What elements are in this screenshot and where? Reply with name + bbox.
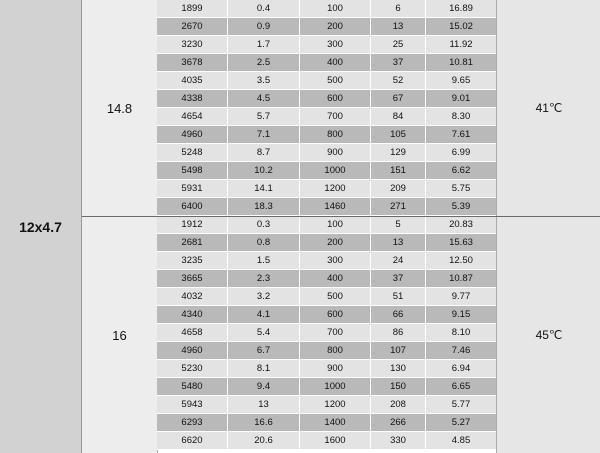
- table-row: [157, 432, 496, 450]
- table-cell: 4032: [157, 288, 228, 305]
- table-cell: 0.9: [228, 18, 300, 35]
- voltage-label: 16: [112, 327, 127, 343]
- group-divider: [82, 216, 600, 217]
- table-cell: 200: [300, 18, 371, 35]
- table-cell: 4960: [157, 342, 228, 359]
- table-cell: 900: [300, 360, 371, 377]
- table-cell: 20.83: [449, 219, 473, 230]
- table-row: [157, 90, 496, 108]
- table-row: [157, 0, 496, 18]
- table-row: [157, 288, 496, 306]
- table-cell: 51: [371, 288, 426, 305]
- table-cell: 2.5: [228, 54, 300, 71]
- table-cell: 151: [371, 162, 426, 179]
- table-cell: 600: [300, 90, 371, 107]
- table-cell: 1.7: [228, 36, 300, 53]
- temperature-label: 45℃: [535, 328, 563, 342]
- table-cell: 16.89: [449, 3, 473, 14]
- table-cell: 7.61: [451, 129, 471, 140]
- table-cell: 13: [371, 234, 426, 251]
- table-cell: 4960: [157, 126, 228, 143]
- table-cell: 330: [371, 432, 426, 449]
- table-row: [157, 396, 496, 414]
- table-cell: 209: [371, 180, 426, 197]
- table-cell: 1000: [300, 162, 371, 179]
- table-cell: 15.63: [449, 237, 473, 248]
- temperature-cell-group-1: [496, 0, 600, 216]
- table-cell: 800: [300, 342, 371, 359]
- data-table: [157, 0, 496, 450]
- table-row: [157, 414, 496, 432]
- table-row: [157, 36, 496, 54]
- table-cell: 1400: [300, 414, 371, 431]
- table-cell: 1200: [300, 180, 371, 197]
- table-cell: 3.5: [228, 72, 300, 89]
- propeller-size-cell: [0, 0, 82, 453]
- table-cell: 6.62: [451, 165, 471, 176]
- table-cell: 11.92: [449, 39, 473, 50]
- temperature-cell-group-2: [496, 217, 600, 453]
- table-cell: 7.1: [228, 126, 300, 143]
- table-cell: 9.65: [451, 75, 471, 86]
- table-cell: 1000: [300, 378, 371, 395]
- voltage-label: 14.8: [106, 100, 133, 116]
- table-cell: 2.3: [228, 270, 300, 287]
- table-cell: 4658: [157, 324, 228, 341]
- table-cell: 3230: [157, 36, 228, 53]
- table-cell: 3235: [157, 252, 228, 269]
- table-cell: 37: [371, 270, 426, 287]
- table-cell: 20.6: [228, 432, 300, 449]
- table-row: [157, 342, 496, 360]
- table-cell: 14.1: [228, 180, 300, 197]
- table-cell: 24: [371, 252, 426, 269]
- table-cell: 266: [371, 414, 426, 431]
- table-cell: 7.46: [451, 345, 471, 356]
- table-cell: 5.75: [451, 183, 471, 194]
- table-cell: 3665: [157, 270, 228, 287]
- table-row: [157, 108, 496, 126]
- table-cell: 6.65: [451, 381, 471, 392]
- table-cell: 5230: [157, 360, 228, 377]
- table-cell: 2681: [157, 234, 228, 251]
- table-cell: 5.39: [451, 201, 471, 212]
- table-cell: 6400: [157, 198, 228, 215]
- table-row: [157, 270, 496, 288]
- table-cell: 10.81: [449, 57, 473, 68]
- table-row: [157, 162, 496, 180]
- table-cell: 5.77: [451, 399, 471, 410]
- table-cell: 37: [371, 54, 426, 71]
- table-cell: 1.5: [228, 252, 300, 269]
- table-cell: 6.94: [451, 363, 471, 374]
- table-cell: 9.4: [228, 378, 300, 395]
- table-cell: 500: [300, 288, 371, 305]
- table-row: [157, 234, 496, 252]
- table-cell: 10.2: [228, 162, 300, 179]
- table-cell: 4.5: [228, 90, 300, 107]
- table-cell: 4340: [157, 306, 228, 323]
- table-cell: 25: [371, 36, 426, 53]
- table-cell: 4.85: [451, 435, 471, 446]
- table-cell: 66: [371, 306, 426, 323]
- table-cell: 5480: [157, 378, 228, 395]
- table-row: [157, 72, 496, 90]
- table-cell: 800: [300, 126, 371, 143]
- table-cell: 10.87: [449, 273, 473, 284]
- table-cell: 400: [300, 54, 371, 71]
- table-cell: 600: [300, 306, 371, 323]
- table-cell: 271: [371, 198, 426, 215]
- table-cell: 6.99: [451, 147, 471, 158]
- table-cell: 6: [371, 0, 426, 17]
- table-cell: 700: [300, 324, 371, 341]
- table-cell: 5: [371, 216, 426, 233]
- table-cell: 52: [371, 72, 426, 89]
- table-cell: 5.7: [228, 108, 300, 125]
- table-cell: 6.7: [228, 342, 300, 359]
- table-row: [157, 126, 496, 144]
- table-row: [157, 360, 496, 378]
- table-cell: 1912: [157, 216, 228, 233]
- table-row: [157, 216, 496, 234]
- table-cell: 500: [300, 72, 371, 89]
- table-cell: 107: [371, 342, 426, 359]
- table-cell: 5931: [157, 180, 228, 197]
- table-row: [157, 54, 496, 72]
- table-cell: 1600: [300, 432, 371, 449]
- table-cell: 400: [300, 270, 371, 287]
- table-cell: 5498: [157, 162, 228, 179]
- table-cell: 13: [228, 396, 300, 413]
- table-cell: 4654: [157, 108, 228, 125]
- table-cell: 16.6: [228, 414, 300, 431]
- table-cell: 0.3: [228, 216, 300, 233]
- table-cell: 5.27: [451, 417, 471, 428]
- table-cell: 3.2: [228, 288, 300, 305]
- table-cell: 300: [300, 36, 371, 53]
- table-row: [157, 198, 496, 216]
- table-cell: 300: [300, 252, 371, 269]
- table-row: [157, 378, 496, 396]
- table-cell: 5943: [157, 396, 228, 413]
- table-cell: 86: [371, 324, 426, 341]
- table-cell: 100: [300, 216, 371, 233]
- table-cell: 130: [371, 360, 426, 377]
- table-cell: 18.3: [228, 198, 300, 215]
- table-cell: 13: [371, 18, 426, 35]
- table-cell: 900: [300, 144, 371, 161]
- table-cell: 208: [371, 396, 426, 413]
- table-cell: 5248: [157, 144, 228, 161]
- table-cell: 100: [300, 0, 371, 17]
- table-cell: 6293: [157, 414, 228, 431]
- table-cell: 1899: [157, 0, 228, 17]
- table-cell: 105: [371, 126, 426, 143]
- table-cell: 1200: [300, 396, 371, 413]
- table-cell: 15.02: [449, 21, 473, 32]
- table-cell: 8.1: [228, 360, 300, 377]
- table-row: [157, 144, 496, 162]
- table-cell: 2670: [157, 18, 228, 35]
- table-cell: 5.4: [228, 324, 300, 341]
- table-cell: 4.1: [228, 306, 300, 323]
- table-cell: 0.4: [228, 0, 300, 17]
- table-row: [157, 306, 496, 324]
- table-cell: 4035: [157, 72, 228, 89]
- propeller-size-label: 12x4.7: [19, 218, 62, 235]
- table-cell: 8.30: [451, 111, 471, 122]
- table-cell: 129: [371, 144, 426, 161]
- table-cell: 150: [371, 378, 426, 395]
- table-cell: 67: [371, 90, 426, 107]
- table-row: [157, 252, 496, 270]
- table-cell: 1460: [300, 198, 371, 215]
- table-cell: 12.50: [449, 255, 473, 266]
- temperature-label: 41℃: [535, 101, 563, 115]
- table-cell: 9.77: [451, 291, 471, 302]
- table-cell: 700: [300, 108, 371, 125]
- table-cell: 9.15: [451, 309, 471, 320]
- table-cell: 84: [371, 108, 426, 125]
- table-row: [157, 324, 496, 342]
- voltage-cell-group-1: [82, 0, 158, 216]
- voltage-cell-group-2: [82, 217, 158, 453]
- table-row: [157, 18, 496, 36]
- table-cell: 6620: [157, 432, 228, 449]
- table-cell: 4338: [157, 90, 228, 107]
- table-cell: 8.10: [451, 327, 471, 338]
- table-cell: 9.01: [451, 93, 471, 104]
- table-cell: 3678: [157, 54, 228, 71]
- table-cell: 0.8: [228, 234, 300, 251]
- table-cell: 200: [300, 234, 371, 251]
- table-cell: 8.7: [228, 144, 300, 161]
- table-row: [157, 180, 496, 198]
